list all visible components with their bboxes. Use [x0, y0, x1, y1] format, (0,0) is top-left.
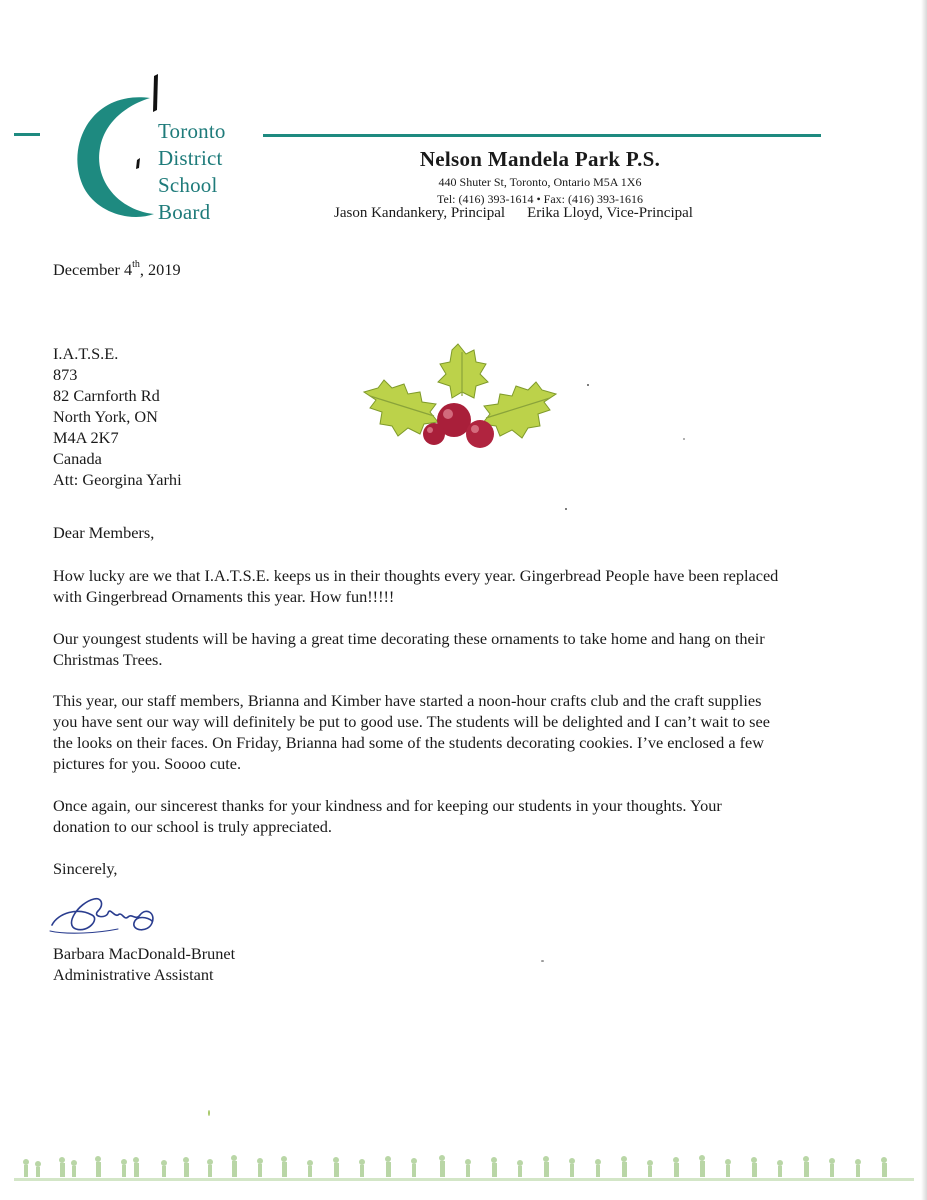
paragraph-line: Christmas Trees.	[53, 650, 163, 669]
recipient-line: M4A 2K7	[53, 428, 119, 447]
school-address: 440 Shuter St, Toronto, Ontario M5A 1X6	[438, 175, 642, 189]
recipient-line: Canada	[53, 449, 102, 468]
header-rule	[263, 134, 821, 137]
logo-line-2: District	[158, 146, 223, 170]
vice-principal: Erika Lloyd, Vice-Principal	[527, 205, 693, 221]
scan-speck	[587, 384, 589, 386]
recipient-line: 873	[53, 365, 78, 384]
recipient-line: Att: Georgina Yarhi	[53, 470, 182, 489]
scan-speck	[541, 960, 544, 962]
scan-speck	[683, 438, 685, 440]
signer-title: Administrative Assistant	[53, 965, 214, 984]
paragraph-line: This year, our staff members, Brianna and Kimber have started a noon-hour crafts club and the craft supplies	[53, 691, 762, 710]
date-prefix: December 4	[53, 260, 133, 279]
principal: Jason Kandankery, Principal	[334, 205, 506, 221]
date-year: , 2019	[139, 260, 181, 279]
staff-line	[334, 205, 693, 222]
paragraph-line: Our youngest students will be having a great time decorating these ornaments to take home and hang on their	[53, 629, 765, 648]
paragraph-line: How lucky are we that I.A.T.S.E. keeps us in their thoughts every year. Gingerbread People have been replaced	[53, 566, 779, 585]
logo-line-1: Toronto	[158, 119, 226, 143]
logo-line-4: Board	[158, 200, 211, 224]
scan-speck	[565, 508, 567, 510]
children-silhouettes-footer	[14, 1148, 914, 1182]
holly-icon	[362, 340, 558, 452]
paragraph-line: you have sent our way will definitely be put to good use. The students will be delighted and I can’t wait to see	[53, 712, 770, 731]
paragraph-line: with Gingerbread Ornaments this year. How fun!!!!!	[53, 587, 395, 606]
logo-line-3: School	[158, 173, 218, 197]
closing: Sincerely,	[53, 859, 118, 878]
recipient-line: 82 Carnforth Rd	[53, 386, 160, 405]
signer-name: Barbara MacDonald-Brunet	[53, 944, 236, 963]
page-edge	[921, 0, 927, 1200]
scan-speck	[208, 1110, 210, 1116]
recipient-address	[53, 343, 182, 490]
tdsb-apple-logo-icon	[70, 68, 165, 223]
paragraph	[53, 628, 765, 670]
paragraph	[53, 795, 722, 837]
date-suffix: th	[132, 258, 140, 270]
paragraph-line: the looks on their faces. On Friday, Brianna had some of the students decorating cookies. I’ve enclosed a few	[53, 733, 765, 752]
logo-wordmark	[158, 118, 226, 226]
school-name: Nelson Mandela Park P.S.	[419, 147, 661, 171]
greeting: Dear Members,	[53, 523, 155, 542]
paragraph-line: Once again, our sincerest thanks for your kindness and for keeping our students in your thoughts. Your	[53, 796, 722, 815]
paragraph-line: pictures for you. Soooo cute.	[53, 754, 242, 773]
handwritten-signature-icon	[48, 893, 163, 941]
paragraph	[53, 690, 770, 774]
recipient-line: North York, ON	[53, 407, 158, 426]
school-phone: Tel: (416) 393-1614 • Fax: (416) 393-1616	[437, 192, 643, 206]
paragraph-line: donation to our school is truly appreciated.	[53, 817, 332, 836]
recipient-line: I.A.T.S.E.	[53, 344, 119, 363]
logo-dash	[14, 133, 40, 136]
letter-date	[53, 259, 181, 280]
paragraph	[53, 565, 778, 607]
